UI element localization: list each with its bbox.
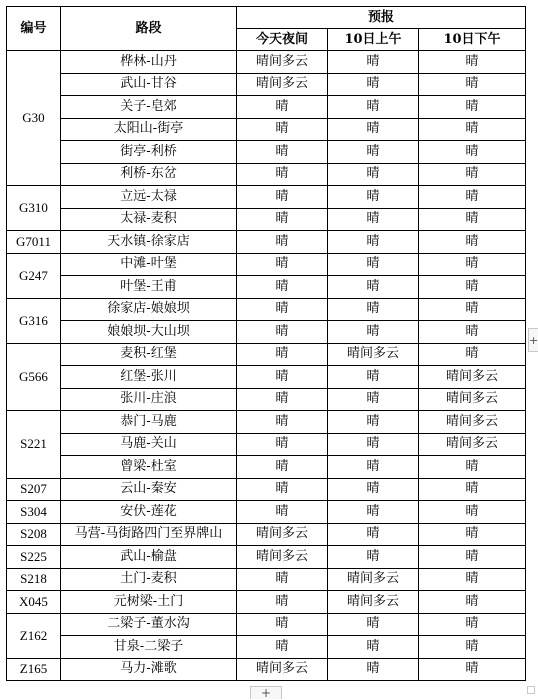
segment-cell: 恭门-马鹿 — [61, 411, 237, 434]
tonight-cell: 晴 — [237, 613, 328, 636]
tonight-cell: 晴间多云 — [237, 658, 328, 681]
segment-cell: 张川-庄浪 — [61, 388, 237, 411]
morning-cell: 晴 — [328, 321, 419, 344]
tonight-cell: 晴 — [237, 388, 328, 411]
morning-cell: 晴间多云 — [328, 568, 419, 591]
table-row — [7, 231, 526, 254]
table-row — [7, 523, 526, 546]
segment-cell: 中滩-叶堡 — [61, 253, 237, 276]
table-row — [7, 478, 526, 501]
afternoon-cell: 晴 — [419, 298, 526, 321]
morning-cell: 晴 — [328, 253, 419, 276]
afternoon-cell: 晴间多云 — [419, 388, 526, 411]
table-row — [7, 208, 526, 231]
segment-cell: 马力-滩歌 — [61, 658, 237, 681]
segment-cell: 二梁子-董水沟 — [61, 613, 237, 636]
table-row — [7, 163, 526, 186]
tonight-cell: 晴 — [237, 366, 328, 389]
morning-cell: 晴 — [328, 366, 419, 389]
morning-cell: 晴 — [328, 523, 419, 546]
route-code-cell: S304 — [7, 501, 61, 524]
tonight-cell: 晴 — [237, 343, 328, 366]
segment-cell: 太禄-麦积 — [61, 208, 237, 231]
morning-cell: 晴 — [328, 186, 419, 209]
plus-icon: + — [260, 686, 272, 700]
segment-cell: 徐家店-娘娘坝 — [61, 298, 237, 321]
route-code-cell: G30 — [7, 51, 61, 186]
afternoon-cell: 晴 — [419, 546, 526, 569]
add-column-handle[interactable] — [528, 328, 538, 352]
route-code-cell: Z162 — [7, 613, 61, 658]
route-code-cell: G310 — [7, 186, 61, 231]
morning-cell: 晴 — [328, 118, 419, 141]
forecast-table — [6, 6, 526, 681]
morning-cell: 晴 — [328, 73, 419, 96]
morning-cell: 晴 — [328, 208, 419, 231]
header-forecast: 预报 — [237, 7, 526, 29]
tonight-cell: 晴 — [237, 208, 328, 231]
tonight-cell: 晴 — [237, 591, 328, 614]
route-code-cell: G316 — [7, 298, 61, 343]
table-row — [7, 186, 526, 209]
route-code-cell: G247 — [7, 253, 61, 298]
table-body — [7, 51, 526, 681]
segment-cell: 太阳山-街亭 — [61, 118, 237, 141]
segment-cell: 元树梁-土门 — [61, 591, 237, 614]
route-code-cell: S225 — [7, 546, 61, 569]
morning-cell: 晴 — [328, 96, 419, 119]
morning-cell: 晴间多云 — [328, 591, 419, 614]
tonight-cell: 晴 — [237, 478, 328, 501]
tonight-cell: 晴间多云 — [237, 546, 328, 569]
table-row — [7, 321, 526, 344]
morning-cell: 晴间多云 — [328, 343, 419, 366]
table-row — [7, 343, 526, 366]
header-morning: 10日上午 — [328, 29, 419, 51]
add-row-handle[interactable] — [250, 686, 282, 699]
afternoon-cell: 晴 — [419, 208, 526, 231]
tonight-cell: 晴 — [237, 321, 328, 344]
afternoon-cell: 晴 — [419, 253, 526, 276]
header-row-1 — [7, 7, 526, 29]
route-code-cell: S221 — [7, 411, 61, 479]
table-row — [7, 141, 526, 164]
afternoon-cell: 晴 — [419, 456, 526, 479]
tonight-cell: 晴 — [237, 186, 328, 209]
segment-cell: 云山-秦安 — [61, 478, 237, 501]
morning-cell: 晴 — [328, 546, 419, 569]
segment-cell: 娘娘坝-大山坝 — [61, 321, 237, 344]
afternoon-cell: 晴 — [419, 321, 526, 344]
afternoon-cell: 晴间多云 — [419, 366, 526, 389]
table-row — [7, 118, 526, 141]
table-header — [7, 7, 526, 51]
tonight-cell: 晴 — [237, 456, 328, 479]
afternoon-cell: 晴 — [419, 186, 526, 209]
afternoon-cell: 晴 — [419, 118, 526, 141]
morning-cell: 晴 — [328, 163, 419, 186]
header-tonight: 今天夜间 — [237, 29, 328, 51]
afternoon-cell: 晴 — [419, 51, 526, 74]
morning-cell: 晴 — [328, 141, 419, 164]
morning-cell: 晴 — [328, 231, 419, 254]
table-row — [7, 411, 526, 434]
afternoon-cell: 晴 — [419, 613, 526, 636]
table-row — [7, 366, 526, 389]
tonight-cell: 晴 — [237, 411, 328, 434]
tonight-cell: 晴 — [237, 298, 328, 321]
plus-icon: + — [529, 334, 538, 347]
segment-cell: 街亭-利桥 — [61, 141, 237, 164]
afternoon-cell: 晴 — [419, 658, 526, 681]
tonight-cell: 晴间多云 — [237, 73, 328, 96]
afternoon-cell: 晴 — [419, 73, 526, 96]
route-code-cell: X045 — [7, 591, 61, 614]
tonight-cell: 晴 — [237, 253, 328, 276]
table-row — [7, 591, 526, 614]
morning-cell: 晴 — [328, 433, 419, 456]
segment-cell: 安伏-莲花 — [61, 501, 237, 524]
tonight-cell: 晴 — [237, 141, 328, 164]
segment-cell: 马营-马街路四门至界牌山 — [61, 523, 237, 546]
route-code-cell: G7011 — [7, 231, 61, 254]
afternoon-cell: 晴 — [419, 343, 526, 366]
route-code-cell: G566 — [7, 343, 61, 411]
table-row — [7, 73, 526, 96]
route-code-cell: Z165 — [7, 658, 61, 681]
segment-cell: 甘泉-二梁子 — [61, 636, 237, 659]
segment-cell: 利桥-东岔 — [61, 163, 237, 186]
morning-cell: 晴 — [328, 613, 419, 636]
morning-cell: 晴 — [328, 636, 419, 659]
table-row — [7, 568, 526, 591]
afternoon-cell: 晴间多云 — [419, 433, 526, 456]
afternoon-cell: 晴 — [419, 163, 526, 186]
header-code: 编号 — [7, 7, 61, 51]
route-code-cell: S207 — [7, 478, 61, 501]
segment-cell: 曾梁-杜室 — [61, 456, 237, 479]
morning-cell: 晴 — [328, 411, 419, 434]
afternoon-cell: 晴 — [419, 501, 526, 524]
table-row — [7, 546, 526, 569]
segment-cell: 土门-麦积 — [61, 568, 237, 591]
table-row — [7, 658, 526, 681]
tonight-cell: 晴 — [237, 568, 328, 591]
segment-cell: 关子-皂郊 — [61, 96, 237, 119]
afternoon-cell: 晴 — [419, 231, 526, 254]
afternoon-cell: 晴 — [419, 568, 526, 591]
morning-cell: 晴 — [328, 501, 419, 524]
afternoon-cell: 晴 — [419, 523, 526, 546]
segment-cell: 马鹿-关山 — [61, 433, 237, 456]
segment-cell: 武山-榆盘 — [61, 546, 237, 569]
tonight-cell: 晴 — [237, 433, 328, 456]
table-row — [7, 276, 526, 299]
segment-cell: 武山-甘谷 — [61, 73, 237, 96]
route-code-cell: S218 — [7, 568, 61, 591]
segment-cell: 立远-太禄 — [61, 186, 237, 209]
tonight-cell: 晴 — [237, 276, 328, 299]
tonight-cell: 晴 — [237, 231, 328, 254]
table-row — [7, 613, 526, 636]
table-row — [7, 51, 526, 74]
table-row — [7, 456, 526, 479]
table-row — [7, 636, 526, 659]
table-resize-handle[interactable] — [527, 686, 535, 694]
segment-cell: 天水镇-徐家店 — [61, 231, 237, 254]
segment-cell: 叶堡-王甫 — [61, 276, 237, 299]
afternoon-cell: 晴 — [419, 96, 526, 119]
tonight-cell: 晴间多云 — [237, 51, 328, 74]
tonight-cell: 晴 — [237, 636, 328, 659]
tonight-cell: 晴 — [237, 163, 328, 186]
afternoon-cell: 晴间多云 — [419, 411, 526, 434]
morning-cell: 晴 — [328, 51, 419, 74]
table-row — [7, 253, 526, 276]
segment-cell: 桦林-山丹 — [61, 51, 237, 74]
route-code-cell: S208 — [7, 523, 61, 546]
tonight-cell: 晴 — [237, 501, 328, 524]
table-row — [7, 433, 526, 456]
table-row — [7, 96, 526, 119]
segment-cell: 红堡-张川 — [61, 366, 237, 389]
table-row — [7, 501, 526, 524]
morning-cell: 晴 — [328, 658, 419, 681]
morning-cell: 晴 — [328, 298, 419, 321]
header-afternoon: 10日下午 — [419, 29, 526, 51]
tonight-cell: 晴 — [237, 96, 328, 119]
table-row — [7, 388, 526, 411]
tonight-cell: 晴间多云 — [237, 523, 328, 546]
morning-cell: 晴 — [328, 388, 419, 411]
table-row — [7, 298, 526, 321]
afternoon-cell: 晴 — [419, 636, 526, 659]
afternoon-cell: 晴 — [419, 478, 526, 501]
afternoon-cell: 晴 — [419, 276, 526, 299]
morning-cell: 晴 — [328, 456, 419, 479]
segment-cell: 麦积-红堡 — [61, 343, 237, 366]
morning-cell: 晴 — [328, 478, 419, 501]
afternoon-cell: 晴 — [419, 591, 526, 614]
morning-cell: 晴 — [328, 276, 419, 299]
header-segment: 路段 — [61, 7, 237, 51]
afternoon-cell: 晴 — [419, 141, 526, 164]
tonight-cell: 晴 — [237, 118, 328, 141]
